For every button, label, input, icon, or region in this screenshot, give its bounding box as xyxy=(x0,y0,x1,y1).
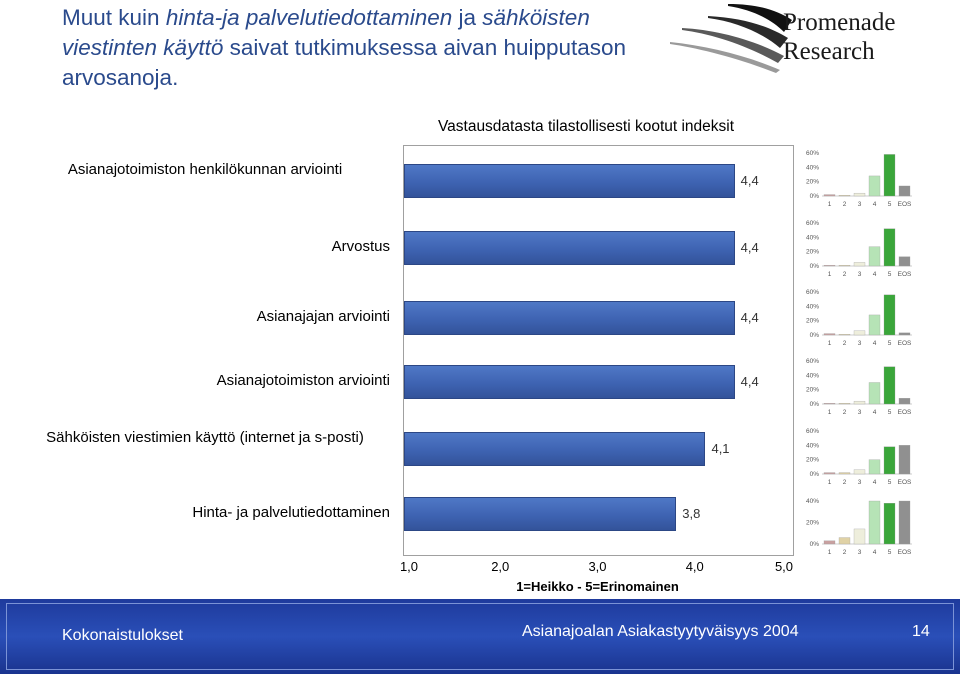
dist-bar xyxy=(854,470,865,474)
bar-value-label: 4,1 xyxy=(711,441,730,456)
dist-bar xyxy=(869,383,880,405)
dist-bar xyxy=(899,257,910,266)
dist-x-tick: 4 xyxy=(872,549,877,556)
dist-x-tick: 4 xyxy=(872,271,877,278)
dist-x-tick: 5 xyxy=(887,409,892,416)
dist-x-tick: 2 xyxy=(842,479,847,486)
footer-study-title: Asianajoalan Asiakastyytyväisyys 2004 xyxy=(522,623,799,640)
x-tick-label: 4,0 xyxy=(685,559,704,574)
index-bar xyxy=(404,365,735,399)
dist-x-tick: 1 xyxy=(827,340,832,347)
dist-x-tick: 4 xyxy=(872,409,877,416)
index-bar xyxy=(404,164,735,198)
dist-y-tick: 40% xyxy=(805,498,819,505)
dist-y-tick: 20% xyxy=(805,519,819,527)
dist-y-tick: 60% xyxy=(805,150,819,157)
dist-x-tick: 1 xyxy=(827,271,832,278)
index-bar xyxy=(404,497,676,531)
title-part-3: ja xyxy=(452,5,483,30)
dist-y-tick: 40% xyxy=(805,164,819,172)
bar-value-label: 4,4 xyxy=(740,374,759,389)
dist-bar xyxy=(884,229,895,266)
dist-bar xyxy=(884,154,895,196)
dist-bar xyxy=(854,401,865,404)
dist-x-tick: EOS xyxy=(897,271,912,278)
dist-bar xyxy=(899,186,910,196)
x-axis-label: 1=Heikko - 5=Erinomainen xyxy=(516,579,679,594)
dist-x-tick: 3 xyxy=(857,409,862,416)
dist-bar xyxy=(884,367,895,404)
dist-y-tick: 40% xyxy=(805,234,819,242)
dist-y-tick: 60% xyxy=(805,220,819,227)
dist-bar xyxy=(824,195,835,196)
distribution-chart xyxy=(802,150,920,214)
footer-section: Kokonaistulokset xyxy=(62,627,183,644)
dist-bar xyxy=(899,333,910,335)
dist-y-tick: 20% xyxy=(805,178,819,186)
dist-bar xyxy=(854,529,865,544)
dist-y-tick: 60% xyxy=(805,289,819,296)
dist-y-tick: 0% xyxy=(809,332,819,339)
logo-line-1: Promenade xyxy=(783,9,896,36)
dist-x-tick: 1 xyxy=(827,549,832,556)
dist-x-tick: 2 xyxy=(842,340,847,347)
dist-bar xyxy=(854,331,865,335)
dist-bar xyxy=(869,460,880,474)
dist-bar xyxy=(869,176,880,196)
dist-bar xyxy=(869,315,880,335)
dist-x-tick: 2 xyxy=(842,409,847,416)
title-part-2: hinta-ja palvelutiedottaminen xyxy=(165,5,453,30)
index-bar xyxy=(404,301,735,335)
title-part-1: Muut kuin xyxy=(62,5,166,30)
dist-bar xyxy=(869,501,880,544)
dist-bar xyxy=(884,447,895,474)
dist-bar xyxy=(839,403,850,404)
title-part-4: sähköisten viestinten käyttö xyxy=(62,5,590,60)
dist-y-tick: 0% xyxy=(809,471,819,478)
dist-bar xyxy=(824,334,835,335)
dist-y-tick: 0% xyxy=(809,541,819,548)
dist-bar xyxy=(869,247,880,266)
dist-bar xyxy=(899,445,910,474)
dist-y-tick: 0% xyxy=(809,401,819,408)
bar-value-label: 3,8 xyxy=(682,506,701,521)
dist-x-tick: EOS xyxy=(897,549,912,556)
dist-bar xyxy=(899,398,910,404)
category-label: Hinta- ja palvelutiedottaminen xyxy=(192,504,390,521)
dist-y-tick: 40% xyxy=(805,372,819,380)
x-tick-label: 1,0 xyxy=(399,559,419,574)
dist-x-tick: 5 xyxy=(887,271,892,278)
dist-x-tick: 4 xyxy=(872,340,877,347)
bar-value-label: 4,4 xyxy=(740,173,759,188)
dist-x-tick: 2 xyxy=(842,271,847,278)
distribution-chart xyxy=(802,428,920,492)
dist-bar xyxy=(839,473,850,474)
distribution-chart xyxy=(802,358,920,422)
dist-x-tick: 3 xyxy=(857,340,862,347)
category-label: Asianajotoimiston henkilökunnan arviointi xyxy=(67,161,343,178)
dist-bar xyxy=(824,265,835,266)
dist-x-tick: 2 xyxy=(842,549,847,556)
dist-bar xyxy=(884,503,895,544)
dist-bar xyxy=(839,538,850,544)
dist-x-tick: EOS xyxy=(897,340,912,347)
dist-bar xyxy=(839,334,850,335)
dist-bar xyxy=(854,193,865,196)
slide-title xyxy=(62,3,662,93)
x-tick-label: 3,0 xyxy=(588,559,607,574)
dist-x-tick: EOS xyxy=(897,201,912,208)
bar-value-label: 4,4 xyxy=(740,240,759,255)
dist-y-tick: 60% xyxy=(805,358,819,365)
dist-x-tick: 1 xyxy=(827,409,832,416)
dist-bar xyxy=(824,541,835,544)
dist-y-tick: 20% xyxy=(805,456,819,464)
dist-x-tick: 3 xyxy=(857,201,862,208)
dist-x-tick: 5 xyxy=(887,479,892,486)
index-bar-chart xyxy=(403,145,794,556)
x-tick-label: 2,0 xyxy=(491,559,510,574)
index-bar xyxy=(404,432,705,466)
dist-y-tick: 60% xyxy=(805,428,819,435)
dist-y-tick: 20% xyxy=(805,248,819,256)
dist-bar xyxy=(824,473,835,474)
dist-x-tick: 5 xyxy=(887,201,892,208)
category-label: Arvostus xyxy=(331,238,390,255)
dist-bar xyxy=(839,265,850,266)
dist-x-tick: 4 xyxy=(872,201,877,208)
dist-y-tick: 0% xyxy=(809,263,819,270)
distribution-chart xyxy=(802,220,920,284)
dist-y-tick: 40% xyxy=(805,442,819,450)
dist-x-tick: 4 xyxy=(872,479,877,486)
dist-x-tick: 5 xyxy=(887,549,892,556)
dist-x-tick: EOS xyxy=(897,479,912,486)
dist-x-tick: 1 xyxy=(827,479,832,486)
dist-bar xyxy=(839,195,850,196)
footer-page-number: 14 xyxy=(912,623,930,640)
dist-x-tick: 3 xyxy=(857,479,862,486)
dist-x-tick: 3 xyxy=(857,271,862,278)
category-label: Sähköisten viestimien käyttö (internet ja s-posti) xyxy=(46,429,364,446)
dist-bar xyxy=(899,501,910,544)
category-label: Asianajotoimiston arviointi xyxy=(216,372,390,389)
chart-title: Vastausdatasta tilastollisesti kootut indeksit xyxy=(437,118,735,135)
dist-x-tick: 3 xyxy=(857,549,862,556)
category-label: Asianajajan arviointi xyxy=(256,308,390,325)
distribution-chart xyxy=(802,497,920,561)
dist-x-tick: 5 xyxy=(887,340,892,347)
dist-x-tick: EOS xyxy=(897,409,912,416)
logo-wordmark xyxy=(783,8,895,66)
dist-x-tick: 1 xyxy=(827,201,832,208)
x-tick-label: 5,0 xyxy=(774,559,794,574)
dist-y-tick: 20% xyxy=(805,317,819,325)
dist-bar xyxy=(824,403,835,404)
title-part-5: saivat tutkimuksessa aivan huipputason arvosanoja. xyxy=(62,35,627,90)
dist-y-tick: 20% xyxy=(805,386,819,394)
dist-y-tick: 0% xyxy=(809,193,819,200)
bar-value-label: 4,4 xyxy=(740,310,759,325)
dist-bar xyxy=(854,262,865,266)
index-bar xyxy=(404,231,735,265)
dist-bar xyxy=(884,295,895,335)
dist-x-tick: 2 xyxy=(842,201,847,208)
distribution-chart xyxy=(802,289,920,353)
logo-line-2: Research xyxy=(783,38,875,65)
dist-y-tick: 40% xyxy=(805,303,819,311)
